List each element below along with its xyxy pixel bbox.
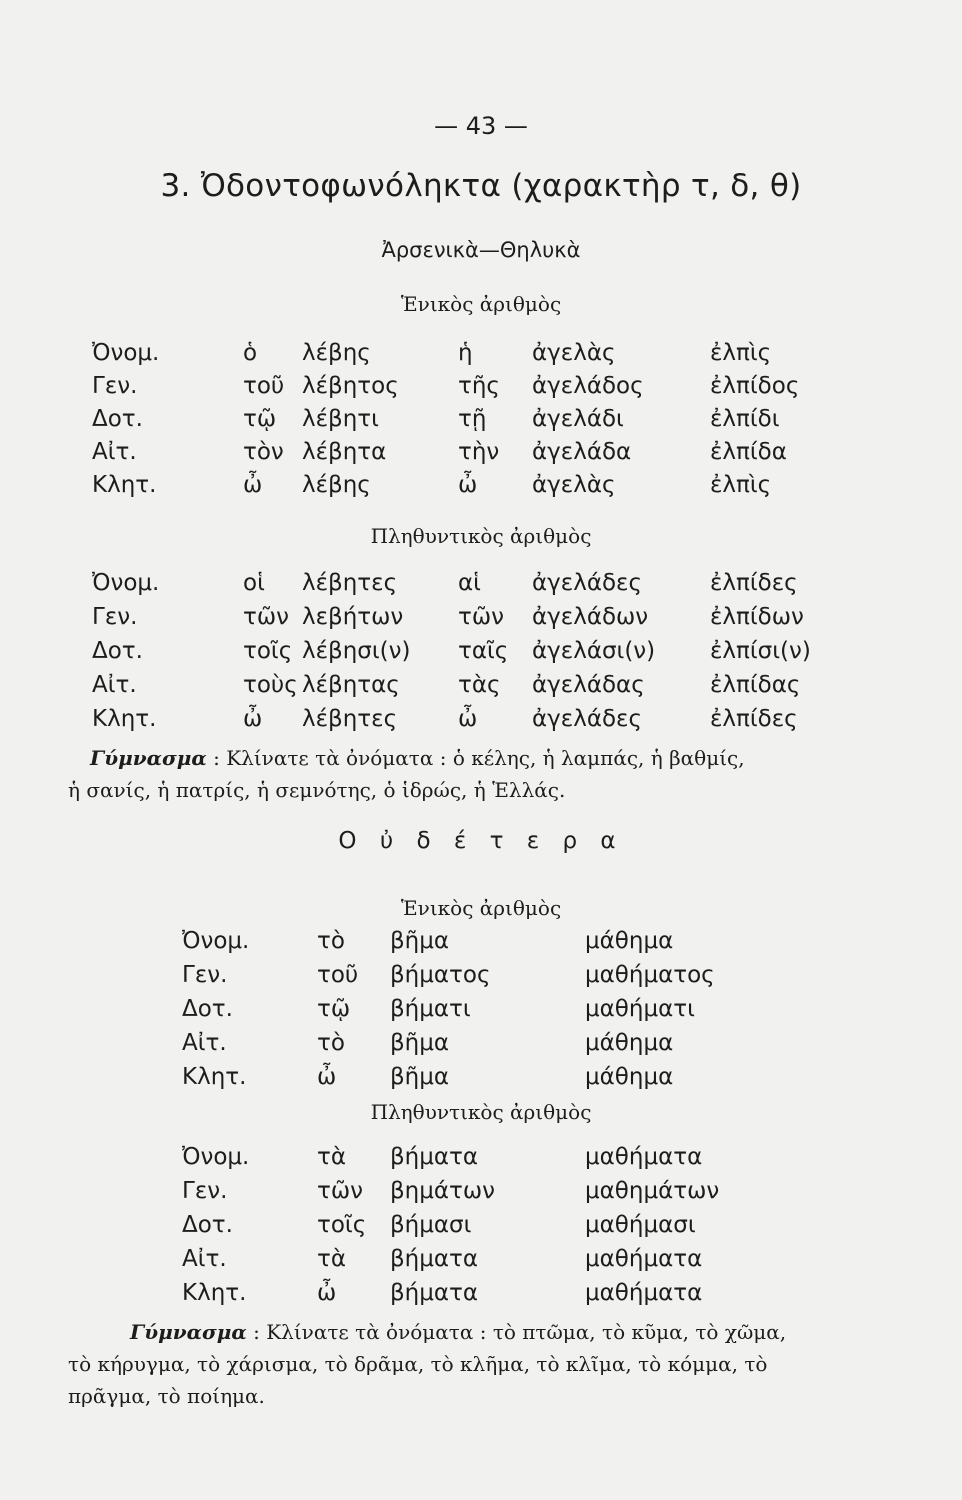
case-label: Γεν. — [182, 962, 228, 988]
table-cell: ὦ — [458, 706, 478, 732]
table-cell: βῆμα — [390, 928, 450, 954]
table-cell: ὁ — [243, 340, 258, 366]
exercise-label: Γύμνασμα — [90, 746, 207, 770]
case-label: Αἰτ. — [92, 672, 137, 698]
table-row — [0, 439, 962, 473]
exercise-2-line-2: τὸ κήρυγμα, τὸ χάρισμα, τὸ δρᾶμα, τὸ κλῆμα, τὸ κλῖμα, τὸ κόμμα, τὸ — [68, 1352, 768, 1376]
table-cell: βήματα — [390, 1280, 479, 1306]
table-cell: ἐλπὶς — [710, 472, 772, 498]
table-row — [0, 1280, 962, 1314]
table-cell: τὴν — [458, 439, 500, 465]
table-cell: ἐλπίδας — [710, 672, 801, 698]
table-cell: τῶν — [317, 1178, 363, 1204]
table-cell: λέβητι — [302, 406, 379, 432]
table-cell: αἱ — [458, 570, 481, 596]
table-cell: ἐλπὶς — [710, 340, 772, 366]
table-cell: λέβητας — [302, 672, 400, 698]
table-cell: τῆς — [458, 373, 500, 399]
exercise-text: : Κλίνατε τὰ ὀνόματα : ὁ κέλης, ἡ λαμπάς, ἡ βαθμίς, — [213, 746, 745, 770]
table-row — [0, 1144, 962, 1178]
table-cell: τοῖς — [243, 638, 293, 664]
exercise-1-line-1 — [90, 742, 880, 774]
case-label: Ὀνομ. — [92, 570, 160, 596]
table-row — [0, 1246, 962, 1280]
exercise-1-line-2: ἡ σανίς, ἡ πατρίς, ἡ σεμνότης, ὁ ἱδρώς, ἡ Ἑλλάς. — [68, 778, 566, 802]
table-cell: μαθήματα — [585, 1144, 703, 1170]
table-cell: οἱ — [243, 570, 265, 596]
table-cell: βήματα — [390, 1144, 479, 1170]
table-cell: λέβητα — [302, 439, 387, 465]
case-label: Κλητ. — [182, 1064, 247, 1090]
table-cell: τῷ — [243, 406, 277, 432]
table-cell: τὸ — [317, 928, 345, 954]
table-cell: ἐλπίσι(ν) — [710, 638, 811, 664]
table-cell: βῆμα — [390, 1064, 450, 1090]
table-cell: μάθημα — [585, 928, 674, 954]
table-cell: βήματι — [390, 996, 471, 1022]
table-cell: τὰ — [317, 1246, 347, 1272]
section-heading: 3. Ὀδοντοφωνόληκτα (χαρακτὴρ τ, δ, θ) — [160, 168, 802, 204]
table-cell: τὰ — [317, 1144, 347, 1170]
table-row — [0, 406, 962, 440]
exercise-2 — [68, 1316, 870, 1412]
table-row — [0, 1064, 962, 1098]
table-cell: ἀγελάδα — [532, 439, 632, 465]
table-cell: ἀγελάδες — [532, 706, 642, 732]
case-label: Κλητ. — [182, 1280, 247, 1306]
table-cell: τῷ — [317, 996, 351, 1022]
table-cell: τῇ — [458, 406, 487, 432]
table-row — [0, 1212, 962, 1246]
table-cell: ἡ — [458, 340, 473, 366]
table-cell: βήμασι — [390, 1212, 472, 1238]
table-row — [0, 340, 962, 374]
table-cell: ἐλπίδων — [710, 604, 804, 630]
case-label: Αἰτ. — [92, 439, 137, 465]
table-row — [0, 996, 962, 1030]
table-cell: ἀγελάδι — [532, 406, 624, 432]
case-label: Γεν. — [92, 373, 138, 399]
table-cell: μαθήμασι — [585, 1212, 696, 1238]
table-cell: τὰς — [458, 672, 501, 698]
case-label: Δοτ. — [182, 996, 233, 1022]
case-label: Ὀνομ. — [182, 928, 250, 954]
table-cell: τοὺς — [243, 672, 298, 698]
table-row — [0, 1178, 962, 1212]
table-row — [0, 928, 962, 962]
table-cell: μαθήματι — [585, 996, 695, 1022]
table-row — [0, 472, 962, 506]
table-cell: τὸν — [243, 439, 284, 465]
exercise-text: : Κλίνατε τὰ ὀνόματα : τὸ πτῶμα, τὸ κῦμα, τὸ χῶμα, — [253, 1320, 787, 1344]
table-row — [0, 570, 962, 604]
table-row — [0, 672, 962, 706]
exercise-2-line-3: πρᾶγμα, τὸ ποίημα. — [68, 1384, 265, 1408]
case-label: Ὀνομ. — [182, 1144, 250, 1170]
table-cell: ἐλπίδες — [710, 570, 798, 596]
table-cell: μαθήματα — [585, 1280, 703, 1306]
case-label: Κλητ. — [92, 472, 157, 498]
table-cell: τοῖς — [317, 1212, 367, 1238]
table-cell: ταῖς — [458, 638, 509, 664]
table-cell: μαθήματος — [585, 962, 715, 988]
singular-label: Ἑνικὸς ἀριθμὸς — [400, 292, 562, 316]
table-row — [0, 604, 962, 638]
case-label: Γεν. — [182, 1178, 228, 1204]
table-cell: τοῦ — [317, 962, 359, 988]
table-cell: ὦ — [243, 472, 263, 498]
table-cell: τῶν — [243, 604, 289, 630]
table-cell: βημάτων — [390, 1178, 496, 1204]
table-cell: τῶν — [458, 604, 504, 630]
table-cell: ἀγελάδας — [532, 672, 645, 698]
gender-subheading-neuter: Ο ὐ δ έ τ ε ρ α — [338, 828, 624, 854]
table-cell: ἐλπίδες — [710, 706, 798, 732]
table-cell: ἀγελάδες — [532, 570, 642, 596]
case-label: Δοτ. — [92, 406, 143, 432]
exercise-2-line-1 — [130, 1316, 870, 1348]
table-cell: ὦ — [458, 472, 478, 498]
table-row — [0, 706, 962, 740]
table-cell: μάθημα — [585, 1030, 674, 1056]
table-cell: λέβητες — [302, 706, 398, 732]
table-cell: τοῦ — [243, 373, 285, 399]
case-label: Κλητ. — [92, 706, 157, 732]
table-cell: ἀγελάδων — [532, 604, 649, 630]
table-cell: λεβήτων — [302, 604, 404, 630]
table-cell: βήματα — [390, 1246, 479, 1272]
exercise-1 — [68, 742, 880, 806]
table-cell: ἐλπίδι — [710, 406, 780, 432]
table-cell: μάθημα — [585, 1064, 674, 1090]
table-row — [0, 1030, 962, 1064]
table-cell: βήματος — [390, 962, 491, 988]
table-cell: τὸ — [317, 1030, 345, 1056]
table-cell: μαθήματα — [585, 1246, 703, 1272]
table-cell: ὦ — [317, 1064, 337, 1090]
table-cell: λέβητος — [302, 373, 399, 399]
table-cell: λέβης — [302, 472, 371, 498]
table-row — [0, 962, 962, 996]
table-cell: ἀγελὰς — [532, 472, 616, 498]
case-label: Δοτ. — [92, 638, 143, 664]
exercise-label: Γύμνασμα — [130, 1320, 247, 1344]
page-number: — 43 — — [434, 112, 528, 140]
table-cell: ἀγελάσι(ν) — [532, 638, 656, 664]
neuter-singular-label: Ἑνικὸς ἀριθμὸς — [400, 896, 562, 920]
table-cell: ἀγελὰς — [532, 340, 616, 366]
table-cell: βῆμα — [390, 1030, 450, 1056]
table-cell: ὦ — [243, 706, 263, 732]
table-cell: ἀγελάδος — [532, 373, 644, 399]
gender-subheading-masc-fem: Ἀρσενικὰ—Θηλυκὰ — [381, 238, 581, 262]
case-label: Δοτ. — [182, 1212, 233, 1238]
table-cell: λέβης — [302, 340, 371, 366]
case-label: Γεν. — [92, 604, 138, 630]
case-label: Ὀνομ. — [92, 340, 160, 366]
table-cell: ὦ — [317, 1280, 337, 1306]
table-cell: λέβητες — [302, 570, 398, 596]
case-label: Αἰτ. — [182, 1030, 227, 1056]
plural-label: Πληθυντικὸς ἀριθμὸς — [370, 524, 592, 548]
table-row — [0, 638, 962, 672]
table-cell: λέβησι(ν) — [302, 638, 411, 664]
neuter-plural-label: Πληθυντικὸς ἀριθμὸς — [370, 1100, 592, 1124]
table-cell: ἐλπίδα — [710, 439, 787, 465]
case-label: Αἰτ. — [182, 1246, 227, 1272]
table-cell: μαθημάτων — [585, 1178, 720, 1204]
table-row — [0, 373, 962, 407]
table-cell: ἐλπίδος — [710, 373, 800, 399]
